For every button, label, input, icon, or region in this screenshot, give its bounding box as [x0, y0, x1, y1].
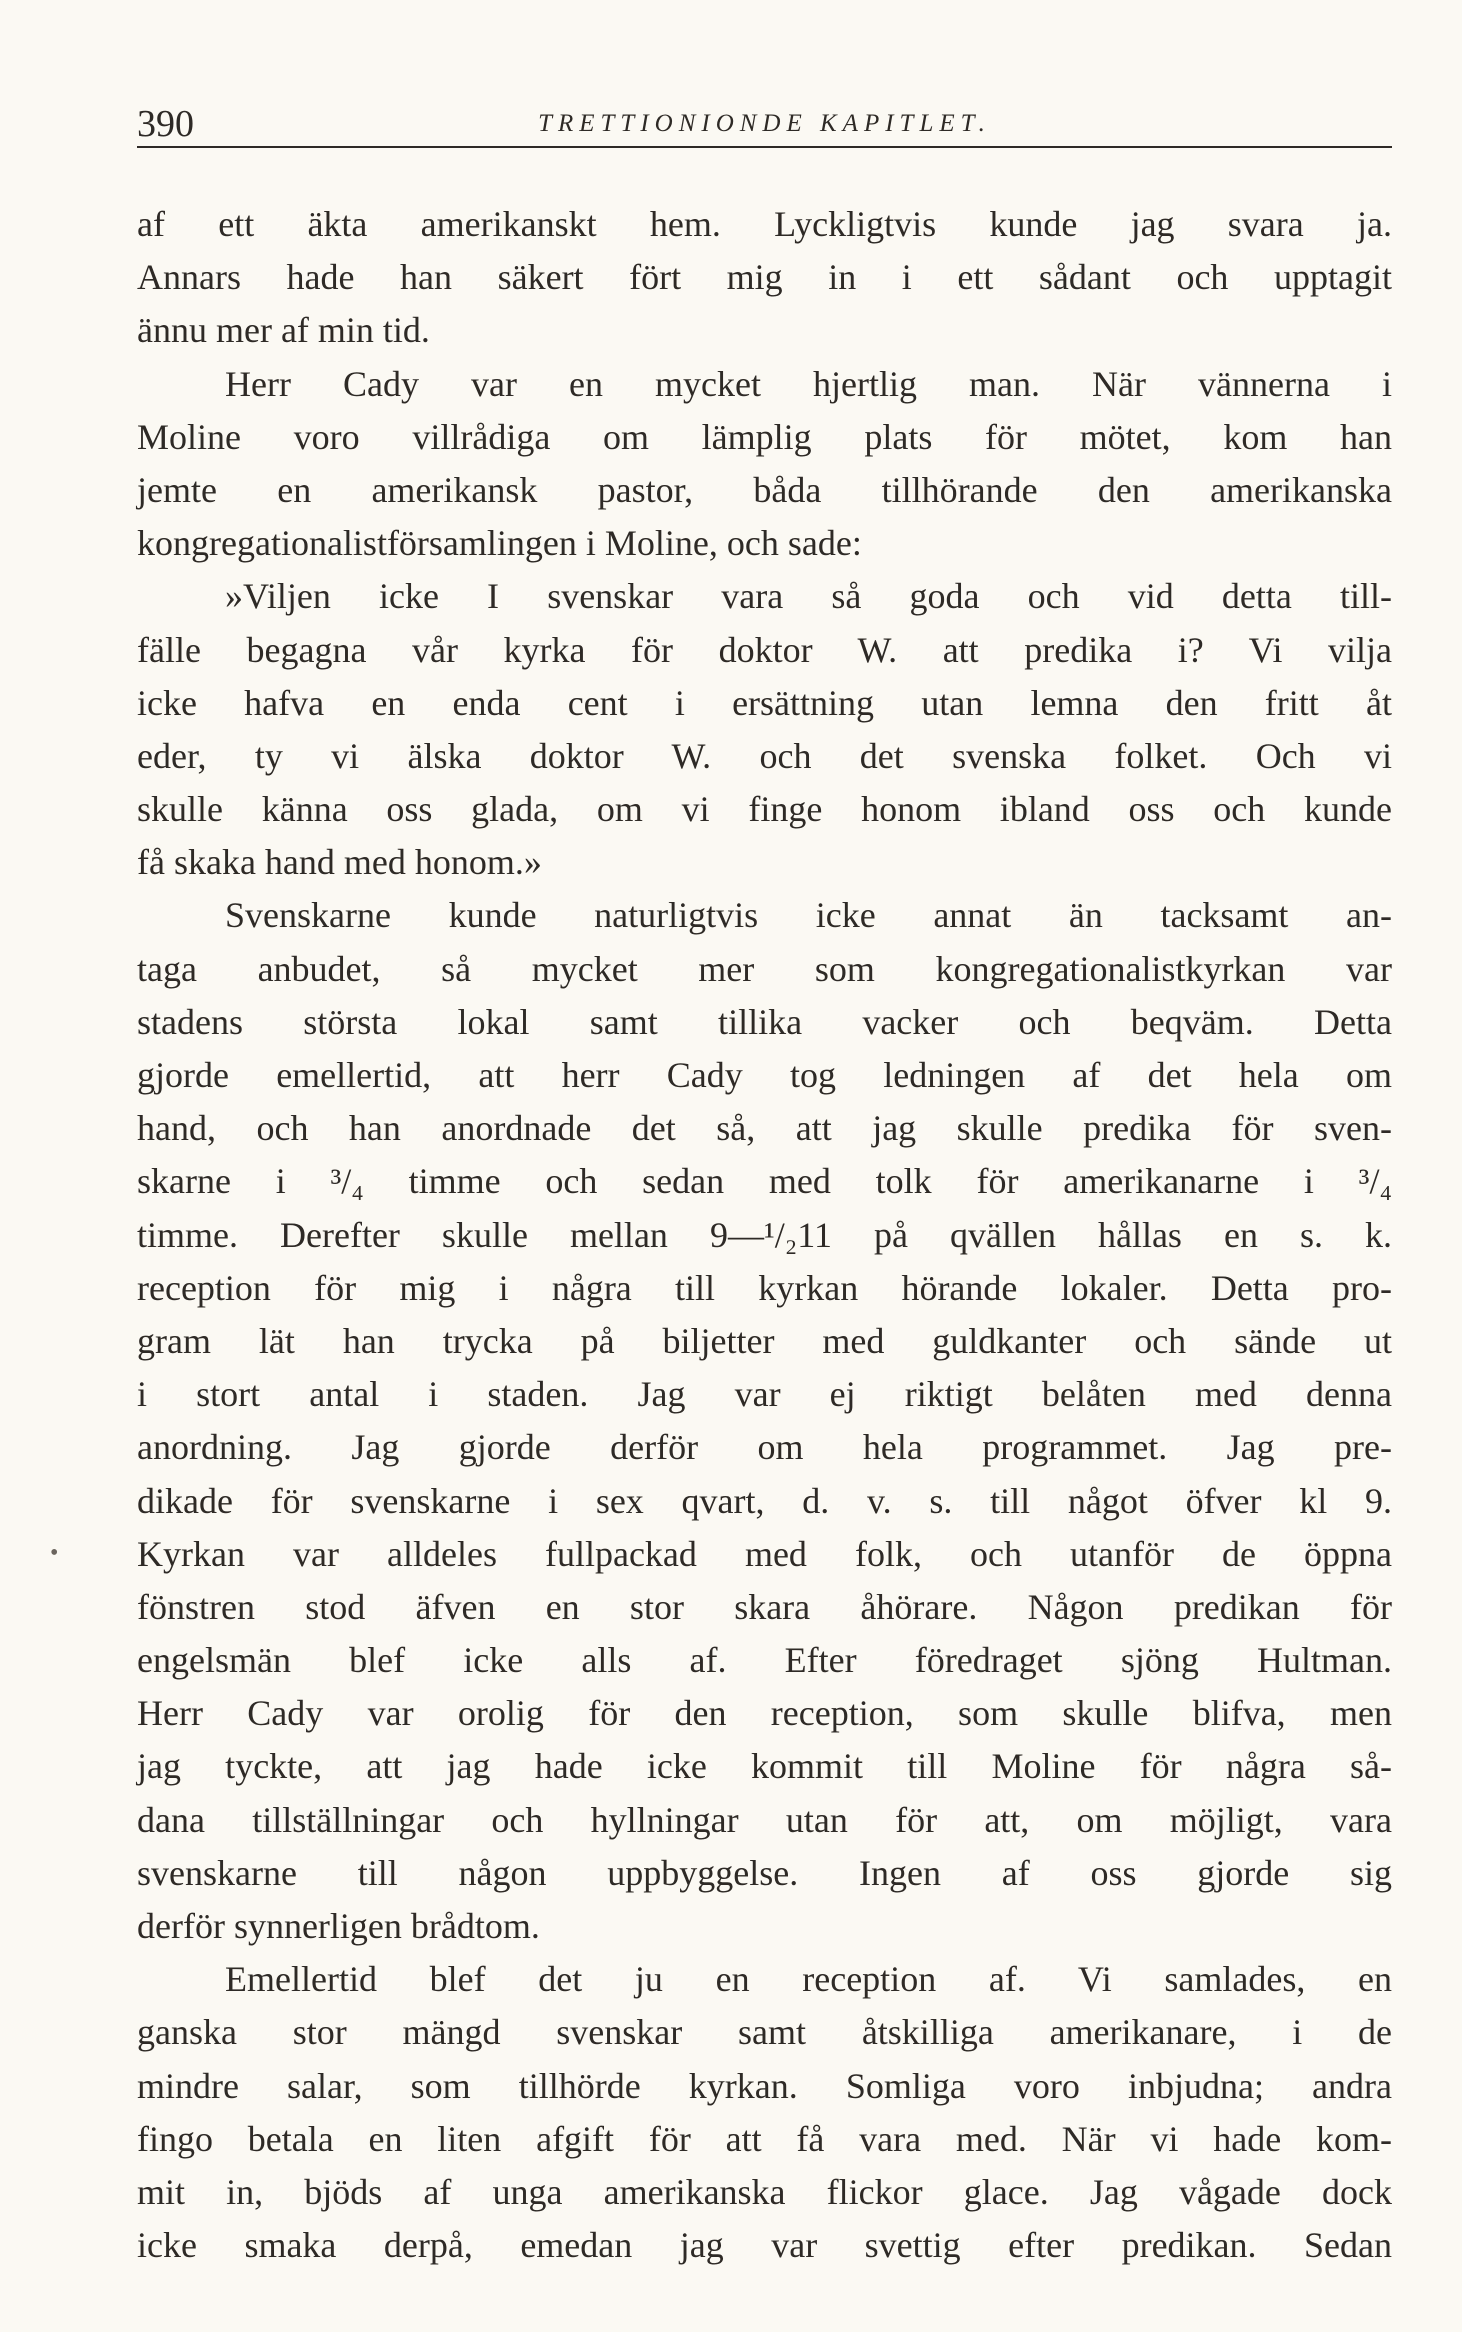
text-line: derför synnerligen brådtom. [137, 1906, 540, 1946]
text-line: Annars hade han säkert fört mig in i ett sådant och upptagit [137, 257, 1392, 298]
text-line: icke smaka derpå, emedan jag var svettig efter predikan. Sedan [137, 2225, 1392, 2266]
margin-mark: • [50, 1540, 59, 1566]
text-line: dana tillställningar och hyllningar utan för att, om möjligt, vara [137, 1799, 1392, 1840]
text-line: reception för mig i några till kyrkan hörande lokaler. Detta pro- [137, 1267, 1392, 1308]
text-line: gram lät han trycka på biljetter med guldkanter och sände ut [137, 1320, 1392, 1361]
page-number: 390 [137, 103, 194, 145]
text-line: fingo betala en liten afgift för att få vara med. När vi hade kom- [137, 2118, 1392, 2159]
text-line: jemte en amerikansk pastor, båda tillhörande den amerikanska [137, 469, 1392, 510]
text-line: skulle känna oss glada, om vi finge honom ibland oss och kunde [137, 789, 1392, 830]
body-text [137, 198, 1392, 2272]
text-line: stadens största lokal samt tillika vacker och beqväm. Detta [137, 1001, 1392, 1042]
text-line: fönstren stod äfven en stor skara åhörare. Någon predikan för [137, 1586, 1392, 1627]
text-line: mindre salar, som tillhörde kyrkan. Somliga voro inbjudna; andra [137, 2065, 1392, 2106]
text-line: Emellertid blef det ju en reception af. Vi samlades, en [225, 1959, 1392, 2000]
text-line: kongregationalistförsamlingen i Moline, och sade: [137, 523, 862, 564]
text-line: taga anbudet, så mycket mer som kongregationalistkyrkan var [137, 948, 1392, 989]
text-line: »Viljen icke I svenskar vara så goda och vid detta till- [225, 576, 1392, 617]
text-line: timme. Derefter skulle mellan 9—¹/₂11 på qvällen hållas en s. k. [137, 1214, 1392, 1255]
text-line: af ett äkta amerikanskt hem. Lyckligtvis kunde jag svara ja. [137, 204, 1392, 244]
text-line: Kyrkan var alldeles fullpackad med folk, och utanför de öppna [137, 1533, 1392, 1574]
text-line: Svenskarne kunde naturligtvis icke annat än tacksamt an- [225, 895, 1392, 936]
text-line: engelsmän blef icke alls af. Efter föredraget sjöng Hultman. [137, 1640, 1392, 1681]
text-line: svenskarne till någon uppbyggelse. Ingen af oss gjorde sig [137, 1852, 1392, 1893]
text-line: ännu mer af min tid. [137, 310, 430, 351]
text-line: dikade för svenskarne i sex qvart, d. v. s. till något öfver kl 9. [137, 1480, 1392, 1521]
text-line: mit in, bjöds af unga amerikanska flickor glace. Jag vågade dock [137, 2171, 1392, 2212]
text-line: eder, ty vi älska doktor W. och det svenska folket. Och vi [137, 735, 1392, 776]
text-line: icke hafva en enda cent i ersättning utan lemna den fritt åt [137, 682, 1392, 723]
page-header [137, 100, 1392, 148]
text-line: hand, och han anordnade det så, att jag skulle predika för sven- [137, 1108, 1392, 1149]
text-line: gjorde emellertid, att herr Cady tog ledningen af det hela om [137, 1055, 1392, 1095]
text-line: skarne i ³/₄ timme och sedan med tolk för amerikanarne i ³/₄ [137, 1161, 1392, 1202]
text-line: ganska stor mängd svenskar samt åtskilliga amerikanare, i de [137, 2012, 1392, 2053]
text-line: i stort antal i staden. Jag var ej riktigt belåten med denna [137, 1374, 1392, 1415]
text-line: fälle begagna vår kyrka för doktor W. att predika i? Vi vilja [137, 629, 1392, 670]
running-head: TRETTIONIONDE KAPITLET. [538, 110, 991, 137]
text-line: jag tyckte, att jag hade icke kommit till Moline för några så- [137, 1746, 1392, 1787]
text-line: få skaka hand med honom.» [137, 842, 542, 883]
text-line: Moline voro villrådiga om lämplig plats för mötet, kom han [137, 416, 1392, 457]
text-line: Herr Cady var en mycket hjertlig man. När vännerna i [225, 363, 1392, 404]
text-line: Herr Cady var orolig för den reception, som skulle blifva, men [137, 1693, 1392, 1734]
text-line: anordning. Jag gjorde derför om hela programmet. Jag pre- [137, 1427, 1392, 1468]
